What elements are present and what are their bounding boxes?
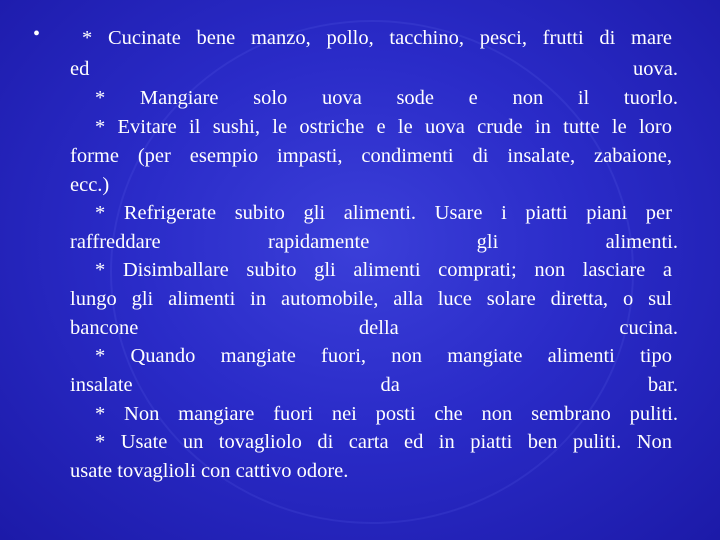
text-line: * Non mangiare fuori nei posti che non sembrano puliti. [95,403,678,425]
text-line: * Usate un tovagliolo di carta ed in piatti ben puliti. Non [95,431,672,453]
text-line: ecc.) [70,174,110,196]
text-line: ed uova. [70,58,678,80]
text-line: bancone della cucina. [70,317,678,339]
text-line: * Mangiare solo uova sode e non il tuorlo. [95,87,678,109]
text-line: * Quando mangiate fuori, non mangiate alimenti tipo [95,345,672,367]
text-line: usate tovaglioli con cattivo odore. [70,460,349,482]
text-line: forme (per esempio impasti, condimenti di insalate, zabaione, [70,145,672,167]
text-line: * Refrigerate subito gli alimenti. Usare i piatti piani per [95,202,672,224]
text-line: * Evitare il sushi, le ostriche e le uova crude in tutte le loro [95,116,672,138]
text-line: lungo gli alimenti in automobile, alla luce solare diretta, o sul [70,288,672,310]
text-line: insalate da bar. [70,374,678,396]
text-line: * Cucinate bene manzo, pollo, tacchino, pesci, frutti di mare [82,27,672,49]
text-line: * Disimballare subito gli alimenti comprati; non lasciare a [95,259,672,281]
bullet-icon: • [33,23,41,45]
text-line: raffreddare rapidamente gli alimenti. [70,231,678,253]
